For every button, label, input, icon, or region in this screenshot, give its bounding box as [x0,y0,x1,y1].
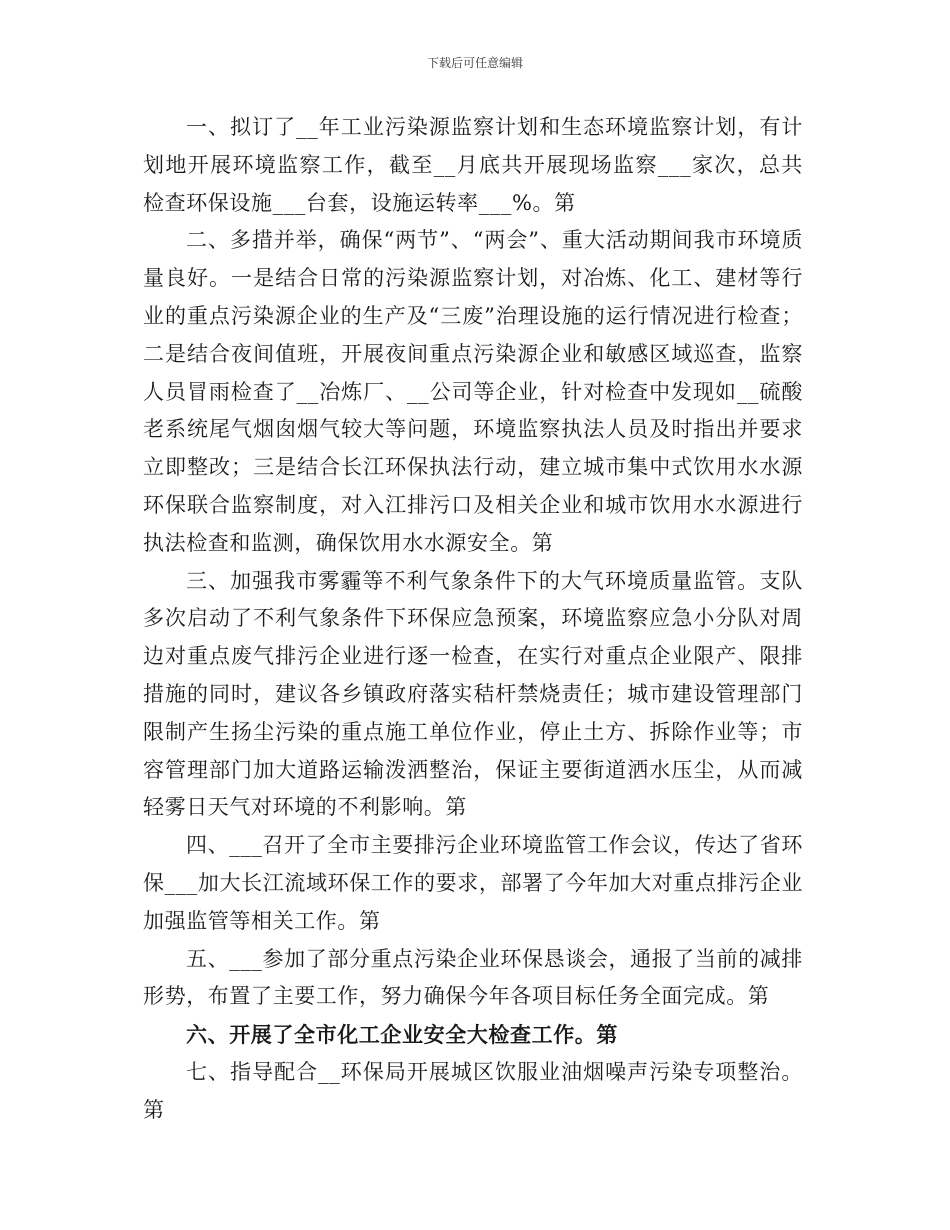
paragraph-1: 一、拟订了__年工业污染源监察计划和生态环境监察计划，有计划地开展环境监察工作，截至__月底共开展现场监察___家次，总共检查环保设施___台套，设施运转率___%。第 [143,115,803,215]
page-header: 下载后可任意编辑 [426,56,523,70]
paragraph-7: 七、指导配合__环保局开展城区饮服业油烟噪声污染专项整治。第 [143,1059,803,1122]
paragraph-4: 四、___召开了全市主要排污企业环境监管工作会议，传达了省环保___加大长江流域环保工作的要求，部署了今年加大对重点排污企业加强监管等相关工作。第 [143,833,803,933]
paragraph-3: 三、加强我市雾霾等不利气象条件下的大气环境质量监管。支队多次启动了不利气象条件下环保应急预案，环境监察应急小分队对周边对重点废气排污企业进行逐一检查，在实行对重点企业限产、限排措施的同时，建议各乡镇政府落实秸杆禁烧责任；城市建设管理部门限制产生扬尘污染的重点施工单位作业，停止土方、拆除作业等；市容管理部门加大道路运输泼洒整治，保证主要街道洒水压尘，从而减轻雾日天气对环境的不利影响。第 [143,568,803,820]
document-body [143,109,803,1130]
paragraph-6: 六、开展了全市化工企业安全大检查工作。第 [186,1022,618,1048]
paragraph-2: 二、多措并举，确保“两节”、“两会”、重大活动期间我市环境质量良好。一是结合日常的污染源监察计划，对冶炼、化工、建材等行业的重点污染源企业的生产及“三废”治理设施的运行情况进行检查；二是结合夜间值班，开展夜间重点污染源企业和敏感区域巡查，监察人员冒雨检查了__冶炼厂、__公司等企业，针对检查中发现如__硫酸老系统尾气烟囱烟气较大等问题，环境监察执法人员及时指出并要求立即整改；三是结合长江环保执法行动，建立城市集中式饮用水水源环保联合监察制度，对入江排污口及相关企业和城市饮用水水源进行执法检查和监测，确保饮用水水源安全。第 [143,228,803,555]
paragraph-5: 五、___参加了部分重点污染企业环保恳谈会，通报了当前的减排形势，布置了主要工作，努力确保今年各项目标任务全面完成。第 [143,946,803,1009]
